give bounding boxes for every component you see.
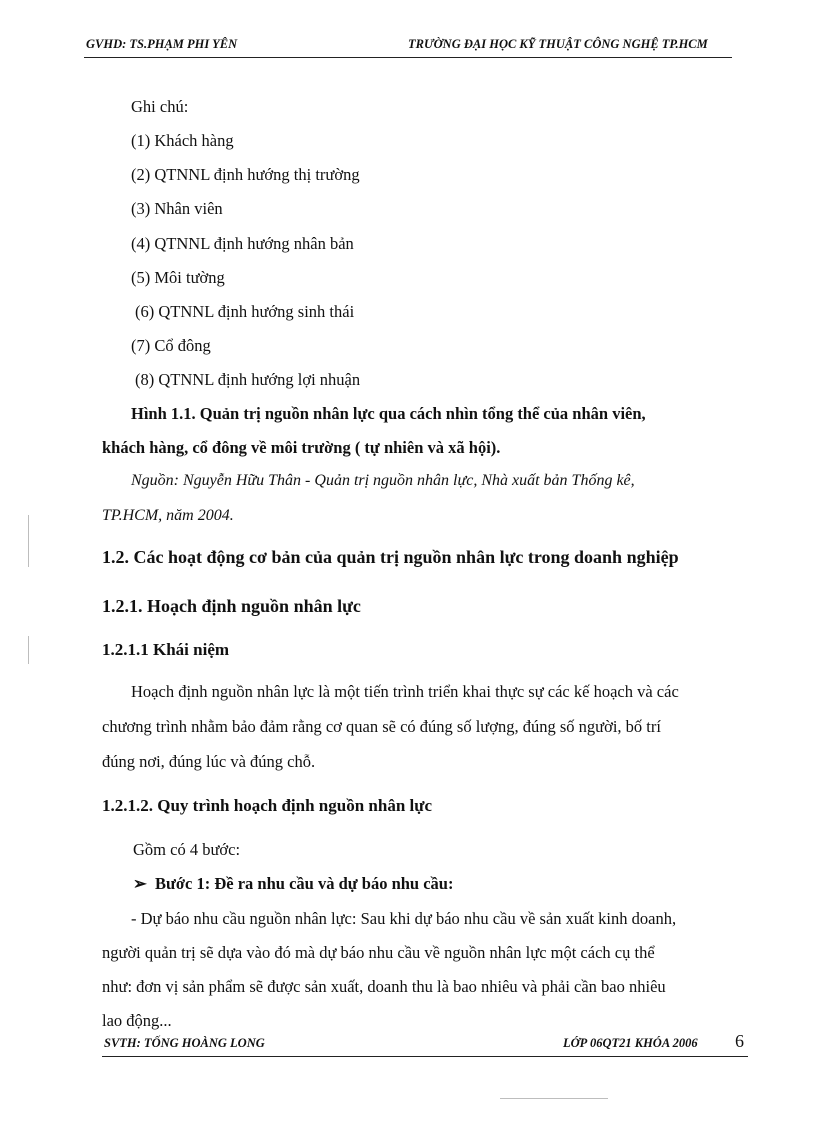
paragraph-line: chương trình nhằm bảo đảm rằng cơ quan sẽ có đúng số lượng, đúng số người, bố trí <box>102 717 661 736</box>
notes-title: Ghi chú: <box>131 97 189 116</box>
paragraph-line: đúng nơi, đúng lúc và đúng chỗ. <box>102 752 316 771</box>
paragraph-line: người quản trị sẽ dựa vào đó mà dự báo nhu cầu về nguồn nhân lực một cách cụ thể <box>102 943 655 962</box>
figure-source-line2: TP.HCM, năm 2004. <box>102 507 234 524</box>
section-heading-1-2: 1.2. Các hoạt động cơ bản của quản trị nguồn nhân lực trong doanh nghiệp <box>102 547 679 567</box>
scan-artifact <box>500 1098 608 1099</box>
note-item: (4) QTNNL định hướng nhân bản <box>131 234 354 253</box>
header-rule <box>84 57 732 58</box>
paragraph-line: - Dự báo nhu cầu nguồn nhân lực: Sau khi dự báo nhu cầu về sản xuất kinh doanh, <box>131 909 677 928</box>
footer-left: SVTH: TỐNG HOÀNG LONG <box>104 1036 265 1050</box>
section-heading-1-2-1-1: 1.2.1.1 Khái niệm <box>102 640 230 659</box>
figure-source-line1: Nguồn: Nguyễn Hữu Thân - Quản trị nguồn nhân lực, Nhà xuất bản Thống kê, <box>131 472 635 489</box>
steps-intro: Gồm có 4 bước: <box>133 840 241 859</box>
section-heading-1-2-1: 1.2.1. Hoạch định nguồn nhân lực <box>102 596 361 616</box>
note-item: (7) Cổ đông <box>131 336 211 355</box>
note-item: (6) QTNNL định hướng sinh thái <box>135 302 355 321</box>
paragraph-line: lao động... <box>102 1011 172 1030</box>
scan-artifact <box>28 515 29 567</box>
note-item: (2) QTNNL định hướng thị trường <box>131 165 360 184</box>
arrow-bullet-icon: ➢ <box>133 874 147 893</box>
footer-rule <box>102 1056 748 1057</box>
note-item: (8) QTNNL định hướng lợi nhuận <box>135 370 361 389</box>
figure-caption-line1: Hình 1.1. Quản trị nguồn nhân lực qua cách nhìn tổng thể của nhân viên, <box>131 404 646 423</box>
note-item: (3) Nhân viên <box>131 199 223 218</box>
page-number: 6 <box>735 1031 744 1051</box>
figure-caption-line2: khách hàng, cổ đông về môi trường ( tự nhiên và xã hội). <box>102 438 501 457</box>
note-item: (1) Khách hàng <box>131 131 234 150</box>
section-heading-1-2-1-2: 1.2.1.2. Quy trình hoạch định nguồn nhân lực <box>102 796 433 815</box>
header-right: TRƯỜNG ĐẠI HỌC KỸ THUẬT CÔNG NGHỆ TP.HCM <box>408 37 708 51</box>
paragraph-line: Hoạch định nguồn nhân lực là một tiến trình triển khai thực sự các kế hoạch và các <box>131 682 679 701</box>
scan-artifact <box>28 636 29 664</box>
note-item: (5) Môi tường <box>131 268 225 287</box>
step-1-title: Bước 1: Đề ra nhu cầu và dự báo nhu cầu: <box>155 874 454 893</box>
paragraph-line: như: đơn vị sản phẩm sẽ được sản xuất, doanh thu là bao nhiêu và phải cần bao nhiêu <box>102 977 666 996</box>
footer-right: LỚP 06QT21 KHÓA 2006 <box>563 1036 698 1050</box>
header-left: GVHD: TS.PHẠM PHI YÊN <box>86 37 238 51</box>
